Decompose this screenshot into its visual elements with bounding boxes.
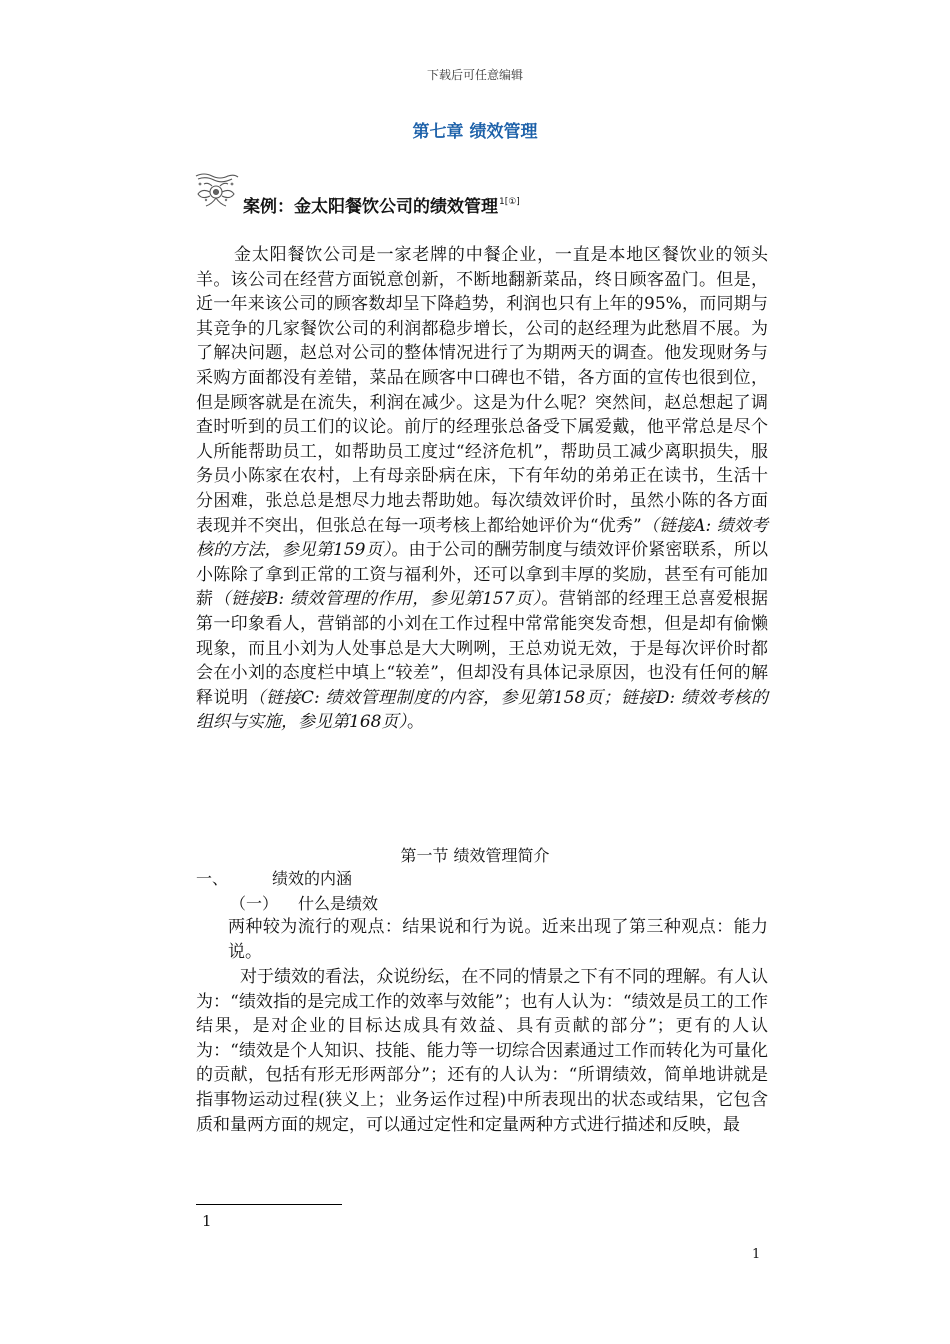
case-title-text: 案例：金太阳餐饮公司的绩效管理: [243, 197, 498, 217]
case-paragraph: [196, 243, 768, 735]
chapter-title: 第七章 绩效管理: [412, 122, 538, 142]
case-text-part2: 。由于公司的酬劳制度与绩效评价紧密联系，所以小陈除了拿到正常的工资与福利外，还可以拿到丰厚的奖励，甚至有可能加薪: [196, 540, 768, 610]
decorative-flower-ornament-icon: [192, 170, 240, 210]
link-c-d[interactable]: （链接C: 绩效管理制度的内容，参见第158页；链接D: 绩效考核的组织与实施，参见第168页）: [196, 687, 768, 733]
footnote-reference[interactable]: 1[①]: [499, 197, 520, 207]
definition-paragraph: 对于绩效的看法，众说纷纭，在不同的情景之下有不同的理解。有人认为：“绩效指的是完成工作的效率与效能”；也有人认为：“绩效是员工的工作结果，是对企业的目标达成具有效益、具有贡献的部分”；更有的人认为：“绩效是个人知识、技能、能力等一切综合因素通过工作而转化为可量化的贡献，包括有形无形两部分”；还有的人认为：“所谓绩效，简单地讲就是指事物运动过程(狭义上；业务运作过程)中所表现出的状态或结果，它包含质和量两方面的规定，可以通过定性和定量两种方式进行描述和反映，最: [196, 967, 768, 1135]
heading-level2-text: 什么是绩效: [298, 894, 379, 913]
page-number: 1: [752, 1247, 761, 1262]
link-b[interactable]: （链接B: 绩效管理的作用，参见第157页）: [213, 589, 542, 610]
case-text-part3: 。营销部的经理王总喜爱根据第一印象看人，营销部的小刘在工作过程中常常能突发奇想，但是却有偷懒现象，而且小刘为人处事总是大大咧咧，王总劝说无效，于是每次评价时都会在小刘的态度栏中填上“较差”，但却没有具体记录原因，也没有任何的解释说明: [196, 589, 769, 708]
heading-level2-number: （一）: [230, 894, 279, 913]
case-text-part4: 。: [406, 712, 424, 733]
case-text-part1: 金太阳餐饮公司是一家老牌的中餐企业，一直是本地区餐饮业的领头羊。该公司在经营方面锐意创新，不断地翻新菜品，终日顾客盈门。但是，近一年来该公司的顾客数却呈下降趋势，利润也只有上年的95%，而同期与其竞争的几家餐饮公司的利润都稳步增长，公司的赵经理为此愁眉不展。为了解决问题，赵总对公司的整体情况进行了为期两天的调查。他发现财务与采购方面都没有差错，菜品在顾客中口碑也不错，各方面的宣传也很到位，但是顾客就是在流失，利润在减少。这是为什么呢？突然间，赵总想起了调查时听到的员工们的议论。前厅的经理张总备受下属爱戴，他平常总是尽个人所能帮助员工，如帮助员工度过“经济危机”，帮助员工减少离职损失，服务员小陈家在农村，上有母亲卧病在床，下有年幼的弟弟正在读书，生活十分困难，张总总是想尽力地去帮助她。每次绩效评价时，虽然小陈的各方面表现并不突出，但张总在每一项考核上都给她评价为“优秀”: [196, 245, 768, 536]
heading-level1: [196, 866, 352, 889]
link-a[interactable]: （链接A: 绩效考核的方法，参见第159页）: [196, 515, 768, 561]
views-paragraph: 两种较为流行的观点：结果说和行为说。近来出现了第三种观点：能力说。: [228, 917, 768, 962]
case-title: [243, 192, 520, 217]
header-note: 下载后可任意编辑: [426, 68, 523, 82]
footnote-divider: [196, 1204, 342, 1205]
heading-level1-number: 一、: [196, 869, 229, 888]
heading-level1-text: 绩效的内涵: [272, 869, 353, 888]
footnote-number: 1: [202, 1212, 212, 1230]
section-title: 第一节 绩效管理简介: [400, 846, 550, 865]
heading-level2: [230, 891, 378, 914]
